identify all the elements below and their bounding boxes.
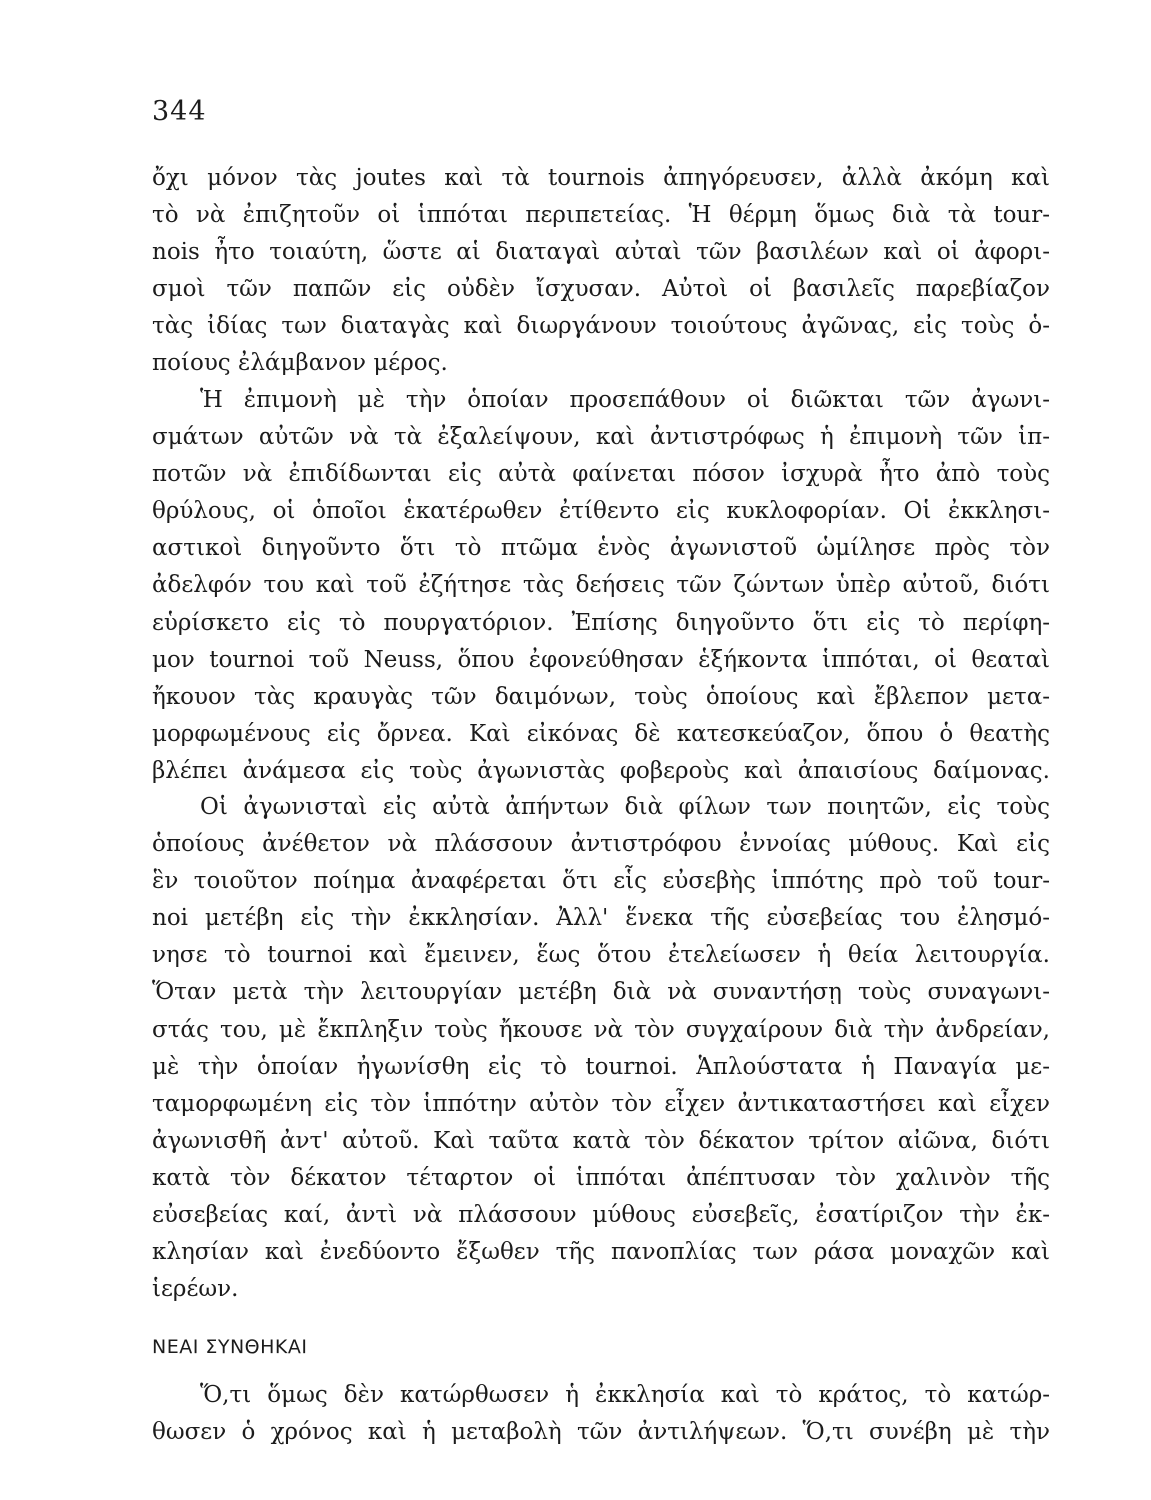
- text-line: μορφωμένους εἰς ὄρνεα. Καὶ εἰκόνας δὲ κατεσκεύαζον, ὅπου ὁ θεατὴς: [152, 720, 1050, 747]
- text-line: μον tournoi τοῦ Neuss, ὅπου ἐφονεύθησαν ἑξήκοντα ἱππόται, οἱ θεαταὶ: [152, 646, 1050, 673]
- text-line: σμάτων αὐτῶν νὰ τὰ ἐξαλείψουν, καὶ ἀντιστρόφως ἡ ἐπιμονὴ τῶν ἱπ-: [152, 424, 1050, 451]
- section-heading: ΝΕΑΙ ΣΥΝΘΗΚΑΙ: [152, 1336, 308, 1358]
- text-line: noi μετέβη εἰς τὴν ἐκκλησίαν. Ἀλλ' ἕνεκα τῆς εὐσεβείας του ἐλησμό-: [152, 905, 1050, 932]
- text-line: ἀδελφόν του καὶ τοῦ ἐζήτησε τὰς δεήσεις τῶν ζώντων ὑπὲρ αὐτοῦ, διότι: [152, 572, 1050, 599]
- text-line: ἱερέων.: [152, 1276, 239, 1303]
- text-line: ὁποίους ἀνέθετον νὰ πλάσσουν ἀντιστρόφου ἐννοίας μύθους. Καὶ εἰς: [152, 831, 1050, 858]
- text-line: ποίους ἐλάμβανον μέρος.: [152, 350, 448, 377]
- text-line: μὲ τὴν ὁποίαν ἠγωνίσθη εἰς τὸ tournoi. Ἁπλούστατα ἡ Παναγία με-: [152, 1053, 1050, 1080]
- page-number: 344: [152, 96, 207, 127]
- text-line: θωσεν ὁ χρόνος καὶ ἡ μεταβολὴ τῶν ἀντιλήψεων. Ὅ,τι συνέβη μὲ τὴν: [152, 1419, 1050, 1446]
- paragraph-3: [152, 789, 1050, 1308]
- text-line: θρύλους, οἱ ὁποῖοι ἑκατέρωθεν ἐτίθεντο εἰς κυκλοφορίαν. Οἱ ἐκκλησι-: [152, 498, 1050, 525]
- text-line: Ἡ ἐπιμονὴ μὲ τὴν ὁποίαν προσεπάθουν οἱ διῶκται τῶν ἀγωνι-: [200, 387, 1050, 413]
- paragraph-4: [152, 1377, 1050, 1451]
- text-line: ἓν τοιοῦτον ποίημα ἀναφέρεται ὅτι εἷς εὐσεβὴς ἱππότης πρὸ τοῦ tour-: [152, 868, 1050, 895]
- text-line: Ὅ,τι ὅμως δὲν κατώρθωσεν ἡ ἐκκλησία καὶ τὸ κράτος, τὸ κατώρ-: [200, 1382, 1050, 1408]
- text-line: ὄχι μόνον τὰς joutes καὶ τὰ tournois ἀπηγόρευσεν, ἀλλὰ ἀκόμη καὶ: [152, 165, 1050, 191]
- text-line: τὸ νὰ ἐπιζητοῦν οἱ ἱππόται περιπετείας. Ἡ θέρμη ὅμως διὰ τὰ tour-: [152, 202, 1050, 229]
- text-line: αστικοὶ διηγοῦντο ὅτι τὸ πτῶμα ἑνὸς ἀγωνιστοῦ ὡμίλησε πρὸς τὸν: [152, 535, 1050, 562]
- text-line: νησε τὸ tournoi καὶ ἔμεινεν, ἕως ὅτου ἐτελείωσεν ἡ θεία λειτουργία.: [152, 942, 1050, 969]
- text-line: ταμορφωμένη εἰς τὸν ἱππότην αὐτὸν τὸν εἶχεν ἀντικαταστήσει καὶ εἶχεν: [152, 1090, 1050, 1117]
- text-line: στάς του, μὲ ἔκπληξιν τοὺς ἤκουσε νὰ τὸν συγχαίρουν διὰ τὴν ἀνδρείαν,: [152, 1016, 1050, 1043]
- text-line: ἀγωνισθῆ ἀντ' αὐτοῦ. Καὶ ταῦτα κατὰ τὸν δέκατον τρίτον αἰῶνα, διότι: [152, 1127, 1050, 1154]
- text-line: Οἱ ἀγωνισταὶ εἰς αὐτὰ ἀπήντων διὰ φίλων των ποιητῶν, εἰς τοὺς: [200, 794, 1050, 820]
- text-line: ποτῶν νὰ ἐπιδίδωνται εἰς αὐτὰ φαίνεται πόσον ἰσχυρὰ ἦτο ἀπὸ τοὺς: [152, 461, 1050, 488]
- text-line: κλησίαν καὶ ἐνεδύοντο ἔξωθεν τῆς πανοπλίας των ράσα μοναχῶν καὶ: [152, 1239, 1050, 1266]
- text-line: Ὅταν μετὰ τὴν λειτουργίαν μετέβη διὰ νὰ συναντήσῃ τοὺς συναγωνι-: [152, 979, 1050, 1006]
- text-line: εὑρίσκετο εἰς τὸ πουργατόριον. Ἐπίσης διηγοῦντο ὅτι εἰς τὸ περίφη-: [152, 609, 1050, 636]
- paragraph-2: [152, 382, 1050, 790]
- text-line: nois ἦτο τοιαύτη, ὥστε αἱ διαταγαὶ αὐταὶ τῶν βασιλέων καὶ οἱ ἀφορι-: [152, 239, 1050, 266]
- text-line: εὐσεβείας καί, ἀντὶ νὰ πλάσσουν μύθους εὐσεβεῖς, ἐσατίριζον τὴν ἐκ-: [152, 1202, 1050, 1229]
- text-line: βλέπει ἀνάμεσα εἰς τοὺς ἀγωνιστὰς φοβεροὺς καὶ ἀπαισίους δαίμονας.: [152, 757, 1050, 784]
- text-line: ἤκουον τὰς κραυγὰς τῶν δαιμόνων, τοὺς ὁποίους καὶ ἔβλεπον μετα-: [152, 683, 1050, 710]
- text-line: σμοὶ τῶν παπῶν εἰς οὐδὲν ἴσχυσαν. Αὐτοὶ οἱ βασιλεῖς παρεβίαζον: [152, 276, 1050, 303]
- text-line: τὰς ἰδίας των διαταγὰς καὶ διωργάνουν τοιούτους ἀγῶνας, εἰς τοὺς ὁ-: [152, 313, 1050, 340]
- text-line: κατὰ τὸν δέκατον τέταρτον οἱ ἱππόται ἀπέπτυσαν τὸν χαλινὸν τῆς: [152, 1164, 1050, 1191]
- paragraph-1: [152, 160, 1050, 383]
